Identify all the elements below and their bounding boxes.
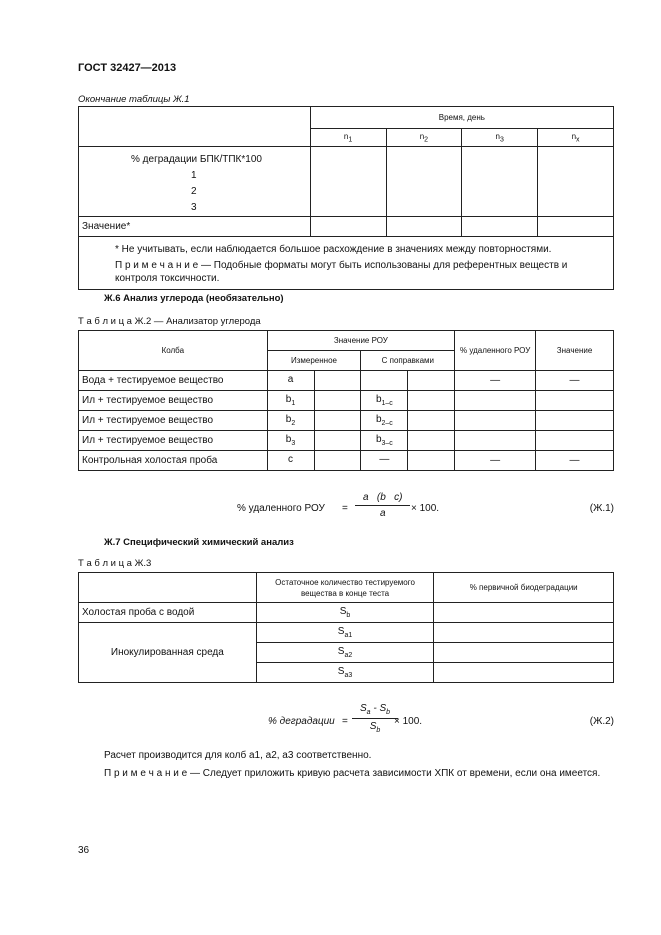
t2-value: — <box>536 371 614 391</box>
formula-1-numerator: a (b c) <box>355 492 410 506</box>
formula-2-ref: (Ж.2) <box>589 716 614 727</box>
t2-h-removed: % удаленного РОУ <box>455 331 536 371</box>
formula-1-denominator: a <box>379 508 386 519</box>
t2-corrected <box>361 371 408 391</box>
formula-1-tail: × 100. <box>411 503 440 514</box>
t2-row-label: Контрольная холостая проба <box>79 451 268 471</box>
t2-removed <box>455 391 536 411</box>
formula-2-lhs: % деградации <box>268 716 335 727</box>
t1-col-nx: $n_x$ <box>538 129 614 147</box>
t3-cell <box>434 603 614 623</box>
t1-col-n1: $n_1$ <box>310 129 386 147</box>
t1-time-header: Время, день <box>310 107 613 129</box>
formula-1 <box>237 492 614 528</box>
t2-cell <box>314 431 361 451</box>
t2-row-label: Ил + тестируемое вещество <box>79 431 268 451</box>
section-6-title: Ж.6 Анализ углерода (необязательно) <box>104 293 284 304</box>
t3-header-blank <box>79 573 257 603</box>
t3-blank-label: Холостая проба с водой <box>79 603 257 623</box>
t2-row-label: Ил + тестируемое вещество <box>79 411 268 431</box>
t2-measured: $b_1$ <box>267 391 314 411</box>
t1-row-3: 3 <box>191 202 197 213</box>
formula-1-lhs: % удаленного РОУ <box>237 503 325 514</box>
formula-2-fraction <box>352 703 398 734</box>
t1-row-1: 1 <box>191 170 197 181</box>
t2-measured: c <box>267 451 314 471</box>
t2-cell <box>408 431 455 451</box>
t2-removed: — <box>455 371 536 391</box>
formula-1-eq: = <box>342 503 348 514</box>
page-header: ГОСТ 32427—2013 <box>78 62 177 74</box>
t1-degradation-label: % деградации БПК/ТПК*100 <box>131 154 262 165</box>
formula-2 <box>268 703 614 743</box>
t1-row-2: 2 <box>191 186 197 197</box>
t1-header-blank <box>79 107 311 147</box>
t1-value-label: Значение* <box>79 217 311 237</box>
t1-cell <box>462 147 538 217</box>
table-continuation-caption: Окончание таблицы Ж.1 <box>78 94 190 105</box>
t2-corrected: $b_{1-c}$ <box>361 391 408 411</box>
t1-col-n3: $n_3$ <box>462 129 538 147</box>
t3-inoc-value: $S_{a1}$ <box>256 623 434 643</box>
t2-corrected: $b_{2-c}$ <box>361 411 408 431</box>
t2-cell <box>408 371 455 391</box>
t2-value: — <box>536 451 614 471</box>
table-3-caption: Т а б л и ц а Ж.3 <box>78 558 152 569</box>
t2-removed <box>455 411 536 431</box>
formula-1-fraction <box>355 492 410 519</box>
t2-measured: $b_2$ <box>267 411 314 431</box>
t3-inoc-value: $S_{a2}$ <box>256 643 434 663</box>
formula-1-ref: (Ж.1) <box>589 503 614 514</box>
t3-h-residual: Остаточное количество тестируемого вещества в конце теста <box>256 573 434 603</box>
t3-cell <box>434 623 614 643</box>
t2-h-flask: Колба <box>79 331 268 371</box>
t2-removed <box>455 431 536 451</box>
t3-inoc-value: $S_{a3}$ <box>256 663 434 683</box>
t2-value <box>536 411 614 431</box>
t2-cell <box>314 391 361 411</box>
t1-cell <box>386 217 462 237</box>
table-3 <box>78 572 614 683</box>
t3-cell <box>434 663 614 683</box>
t1-note: П р и м е ч а н и е — Подобные форматы могут быть использованы для референтных веществ и контроля токсичности. <box>115 260 568 284</box>
t1-degradation-cell <box>79 147 311 217</box>
table-1 <box>78 106 614 290</box>
formula-2-tail: × 100. <box>394 716 423 727</box>
t1-notes <box>79 237 614 290</box>
t1-cell <box>310 217 386 237</box>
t2-value <box>536 391 614 411</box>
t1-footnote: * Не учитывать, если наблюдается большое расхождение в значениях между повторностями. <box>115 244 552 255</box>
t1-cell <box>538 217 614 237</box>
t2-measured: $b_3$ <box>267 431 314 451</box>
t2-h-corrected: С поправками <box>361 351 455 371</box>
formula-2-denominator: $S_b$ <box>369 721 381 734</box>
t2-corrected: $b_{3-c}$ <box>361 431 408 451</box>
calc-note: Расчет производится для колб a1, a2, a3 соответственно. <box>104 750 372 761</box>
table-2-caption: Т а б л и ц а Ж.2 — Анализатор углерода <box>78 316 261 327</box>
t1-cell <box>386 147 462 217</box>
t2-cell <box>314 371 361 391</box>
t2-cell <box>408 411 455 431</box>
t1-cell <box>538 147 614 217</box>
t3-blank-value: $S_b$ <box>256 603 434 623</box>
t1-col-n2: $n_2$ <box>386 129 462 147</box>
t2-cell <box>314 411 361 431</box>
t2-h-toc: Значение РОУ <box>267 331 455 351</box>
t2-row-label: Ил + тестируемое вещество <box>79 391 268 411</box>
t2-cell <box>314 451 361 471</box>
t2-row-label: Вода + тестируемое вещество <box>79 371 268 391</box>
section-7-title: Ж.7 Специфический химический анализ <box>104 537 294 548</box>
final-note: П р и м е ч а н и е — Следует приложить кривую расчета зависимости ХПК от времени, если она имеется. <box>104 768 601 779</box>
t2-cell <box>408 451 455 471</box>
t2-h-measured: Измеренное <box>267 351 361 371</box>
t1-cell <box>462 217 538 237</box>
t2-measured: a <box>267 371 314 391</box>
formula-2-numerator: $S_a - S_b$ <box>352 703 398 719</box>
t2-cell <box>408 391 455 411</box>
t3-inoc-label: Инокулированная среда <box>79 623 257 683</box>
t2-corrected: — <box>361 451 408 471</box>
page-number: 36 <box>78 845 90 856</box>
formula-2-eq: = <box>342 716 348 727</box>
t2-value <box>536 431 614 451</box>
t3-h-primary: % первичной биодеградации <box>434 573 614 603</box>
t1-cell <box>310 147 386 217</box>
t3-cell <box>434 643 614 663</box>
t2-removed: — <box>455 451 536 471</box>
t2-h-value: Значение <box>536 331 614 371</box>
table-2 <box>78 330 614 471</box>
